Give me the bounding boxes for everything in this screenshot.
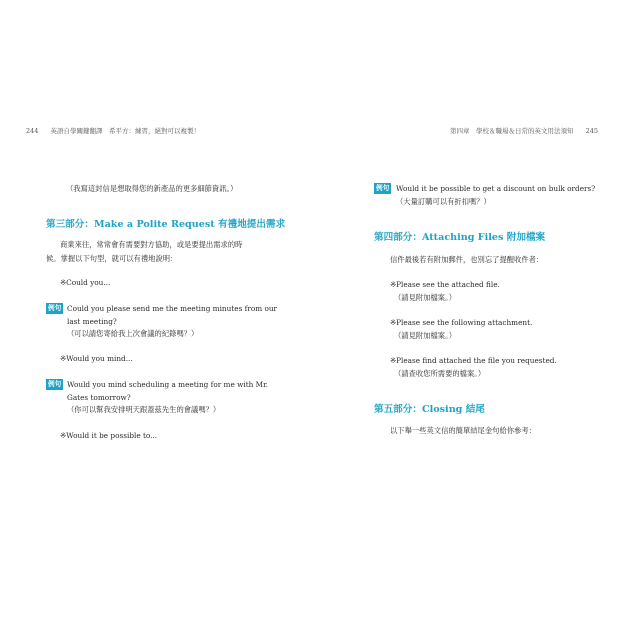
attachment-phrase-2: ※Please see the following attachment. (390, 318, 533, 327)
left-running-head: 英語自學關鍵翻譯 希平方：練習，絕對可以複製！ (50, 127, 200, 135)
example-tag: 例句 (376, 184, 390, 192)
example3-translation: （大量訂購可以有折扣嗎？） (396, 197, 491, 206)
intro-translation: （我寫這封信是想取得您的新產品的更多細節資訊。） (66, 184, 238, 193)
attachment-phrase-1: ※Please see the attached file. (390, 280, 500, 289)
section3-intro-line2: 候。掌握以下句型，就可以有禮地說明： (46, 254, 178, 263)
attachment-phrase-3: ※Please find attached the file you requested. (390, 356, 557, 365)
section5-intro: 以下舉一些英文信的簡單結尾金句給你參考： (390, 426, 536, 435)
pattern-would-it-be-possible: ※Would it be possible to... (60, 431, 158, 440)
example1-en-line1: Could you please send me the meeting minutes from our (67, 304, 278, 313)
example1-en-line2: last meeting? (67, 317, 117, 326)
section3-intro-line1: 商業來往，常常會有需要對方協助，或是要提出需求的時 (60, 240, 243, 249)
section5-heading: 第五部分：Closing 結尾 (374, 404, 485, 415)
example2-en-line1: Would you mind scheduling a meeting for me with Mr. (67, 380, 269, 389)
attachment-phrase-1-translation: （請見附加檔案。） (394, 293, 457, 302)
right-running-head: 第四章 學校＆職場＆日常的英文用法須知 (450, 127, 574, 135)
example-tag: 例句 (48, 380, 62, 388)
left-page-number: 244 (26, 127, 39, 135)
example1-translation: （可以請您寄給我上次會議的紀錄嗎？） (67, 329, 199, 338)
right-page-number: 245 (585, 127, 598, 135)
pattern-would-you-mind: ※Would you mind... (60, 354, 133, 363)
section3-heading: 第三部分：Make a Polite Request 有禮地提出需求 (46, 219, 286, 230)
attachment-phrase-2-translation: （請見附加檔案。） (394, 331, 457, 340)
example3-en: Would it be possible to get a discount on bulk orders? (396, 184, 596, 193)
section4-intro: 信件最後若有附加郵件，也別忘了提醒收件者： (390, 255, 544, 264)
right-page-header (450, 126, 598, 135)
right-page (310, 0, 620, 620)
example2-translation: （你可以幫我安排明天跟蓋茲先生的會議嗎？） (67, 405, 221, 414)
example2-en-line2: Gates tomorrow? (67, 393, 131, 402)
attachment-phrase-3-translation: （請查收您所需要的檔案。） (394, 369, 486, 378)
example-tag: 例句 (48, 304, 62, 312)
pattern-could-you: ※Could you... (60, 278, 111, 287)
section4-heading: 第四部分：Attaching Files 附加檔案 (374, 232, 546, 243)
left-page-header (26, 126, 200, 135)
